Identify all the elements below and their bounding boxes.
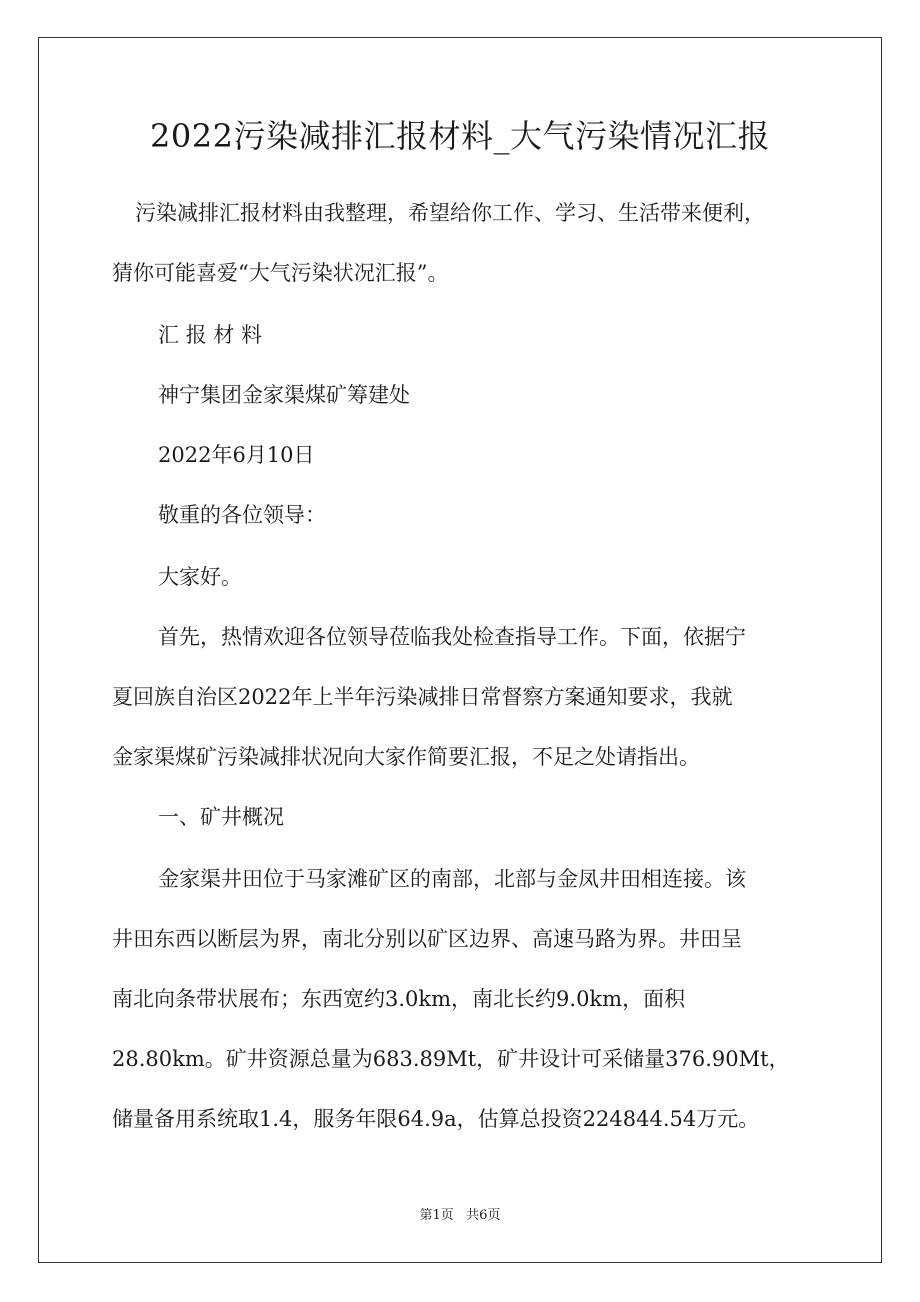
body-line-5: 井田东西以断层为界，南北分别以矿区边界、高速马路为界。井田呈 [112, 927, 742, 951]
intro-line-2: 猜你可能喜爱“大气污染状况汇报”。 [112, 261, 449, 285]
intro-line-1: 污染减排汇报材料由我整理，希望给你工作、学习、生活带来便利， [135, 201, 765, 225]
section-heading-mine-overview: 一、矿井概况 [158, 805, 284, 829]
report-date: 2022年6月10日 [158, 443, 315, 467]
document-title: 2022污染减排汇报材料_大气污染情况汇报 [150, 117, 770, 155]
body-line-8: 储量备用系统取1.4，服务年限64.9a，估算总投资224844.54万元。 [112, 1107, 760, 1131]
page-footer: 第1页 共6页 [419, 1208, 501, 1223]
body-line-2: 夏回族自治区2022年上半年污染减排日常督察方案通知要求，我就 [112, 685, 733, 709]
organization-name: 神宁集团金家渠煤矿筹建处 [158, 383, 410, 407]
body-line-7: 28.80km。矿井资源总量为683.89Mt，矿井设计可采储量376.90Mt， [112, 1047, 790, 1071]
body-line-1: 首先，热情欢迎各位领导莅临我处检查指导工作。下面，依据宁 [158, 625, 746, 649]
body-line-6: 南北向条带状展布；东西宽约3.0km，南北长约9.0km，面积 [112, 987, 686, 1011]
salutation: 敬重的各位领导： [158, 503, 326, 527]
body-line-3: 金家渠煤矿污染减排状况向大家作简要汇报，不足之处请指出。 [112, 745, 700, 769]
greeting: 大家好。 [158, 565, 242, 589]
heading-report-material: 汇 报 材 料 [158, 323, 263, 347]
body-line-4: 金家渠井田位于马家滩矿区的南部，北部与金凤井田相连接。该 [158, 867, 746, 891]
